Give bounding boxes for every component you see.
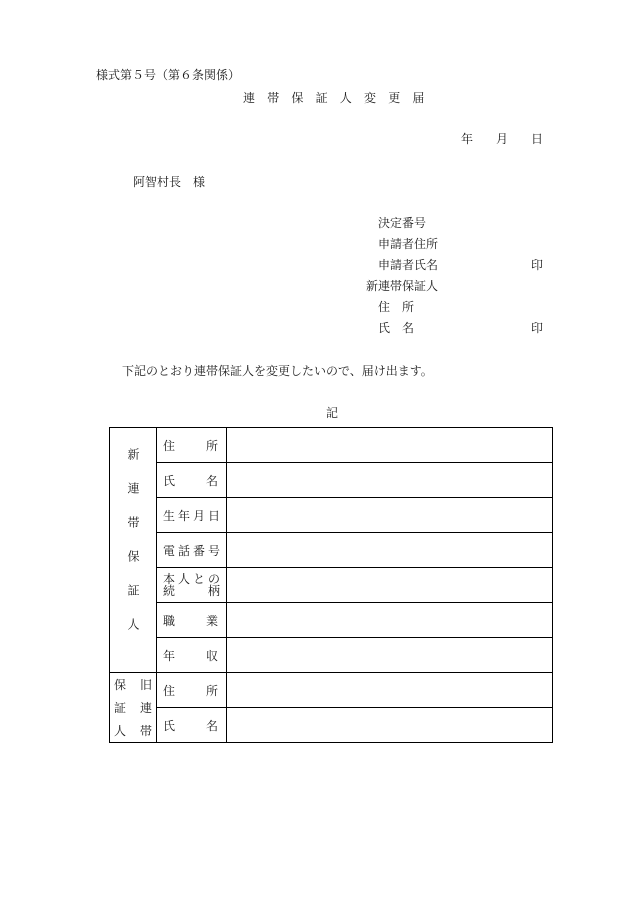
table-row	[110, 603, 553, 638]
field-label-old-name	[157, 708, 227, 743]
table-row	[110, 638, 553, 673]
label-char: 業	[205, 613, 218, 628]
field-label-income	[157, 638, 227, 673]
label-char: 年	[177, 508, 190, 523]
date-year-label: 年	[461, 132, 474, 146]
label-char: 日	[207, 508, 220, 523]
label-char: 人	[177, 572, 190, 586]
label-char: 番	[192, 543, 205, 558]
label-char: 帯	[140, 723, 153, 738]
label-char: 保	[113, 677, 126, 692]
new-guarantor-group-label: 新連帯保証人	[126, 448, 140, 652]
table-row	[110, 428, 553, 463]
statement-text: 下記のとおり連帯保証人を変更したいので、届け出ます。	[122, 364, 433, 378]
label-char: 氏	[163, 473, 176, 488]
value-cell-address[interactable]	[227, 428, 553, 463]
value-cell-name[interactable]	[227, 463, 553, 498]
field-label-birthdate	[157, 498, 227, 533]
seal-mark: 印	[531, 321, 544, 335]
label-char: 電	[163, 543, 176, 558]
value-cell-occupation[interactable]	[227, 603, 553, 638]
field-label-relationship	[157, 568, 227, 603]
document-title: 連帯保証人変更届	[243, 91, 437, 105]
table-row	[110, 463, 553, 498]
label-char: の	[207, 572, 220, 586]
table-row	[110, 533, 553, 568]
label-char: 月	[192, 508, 205, 523]
applicant-address-label: 申請者住所	[378, 237, 439, 251]
label-char: 年	[163, 648, 176, 663]
guarantor-address-label: 住 所	[378, 300, 415, 314]
guarantor-name-label: 氏 名	[378, 321, 415, 335]
addressee: 阿智村長 様	[133, 175, 206, 189]
label-char: 所	[205, 438, 218, 453]
label-char: 名	[205, 718, 218, 733]
value-cell-old-name[interactable]	[227, 708, 553, 743]
date-day-label: 日	[531, 132, 544, 146]
date-month-label: 月	[496, 132, 509, 146]
field-label-name	[157, 463, 227, 498]
seal-mark: 印	[531, 258, 544, 272]
table-row	[110, 673, 553, 708]
ki-heading: 記	[326, 406, 339, 420]
label-char: 名	[205, 473, 218, 488]
label-char: 収	[205, 648, 218, 663]
form-number: 様式第５号（第６条関係）	[96, 68, 241, 82]
label-char: 柄	[207, 584, 220, 598]
field-label-phone	[157, 533, 227, 568]
label-char: 人	[113, 723, 126, 738]
guarantor-table	[109, 427, 553, 743]
applicant-name-label: 申請者氏名	[378, 258, 439, 272]
label-char: 職	[163, 613, 176, 628]
field-label-address	[157, 428, 227, 463]
label-char: 話	[177, 543, 190, 558]
applicant-block	[366, 214, 552, 340]
label-char: 連	[140, 700, 153, 715]
decision-number-label: 決定番号	[378, 216, 427, 230]
label-char: 氏	[163, 718, 176, 733]
label-char: 所	[205, 683, 218, 698]
value-cell-relationship[interactable]	[227, 568, 553, 603]
value-cell-birthdate[interactable]	[227, 498, 553, 533]
label-char: 号	[207, 543, 220, 558]
field-label-occupation	[157, 603, 227, 638]
value-cell-old-address[interactable]	[227, 673, 553, 708]
label-char: 本	[163, 572, 176, 586]
label-char: 続	[163, 584, 176, 598]
new-guarantor-label: 新連帯保証人	[366, 279, 439, 293]
label-char: と	[192, 572, 205, 586]
value-cell-phone[interactable]	[227, 533, 553, 568]
table-row	[110, 498, 553, 533]
new-guarantor-group-cell	[110, 428, 157, 673]
label-char: 住	[163, 683, 176, 698]
label-char: 証	[113, 700, 126, 715]
label-char: 旧	[140, 677, 153, 692]
label-char: 住	[163, 438, 176, 453]
value-cell-income[interactable]	[227, 638, 553, 673]
old-guarantor-group-cell	[110, 673, 157, 743]
old-guarantor-group-label	[110, 679, 156, 737]
field-label-old-address	[157, 673, 227, 708]
label-char: 生	[163, 508, 176, 523]
table-row	[110, 708, 553, 743]
table-row	[110, 568, 553, 603]
